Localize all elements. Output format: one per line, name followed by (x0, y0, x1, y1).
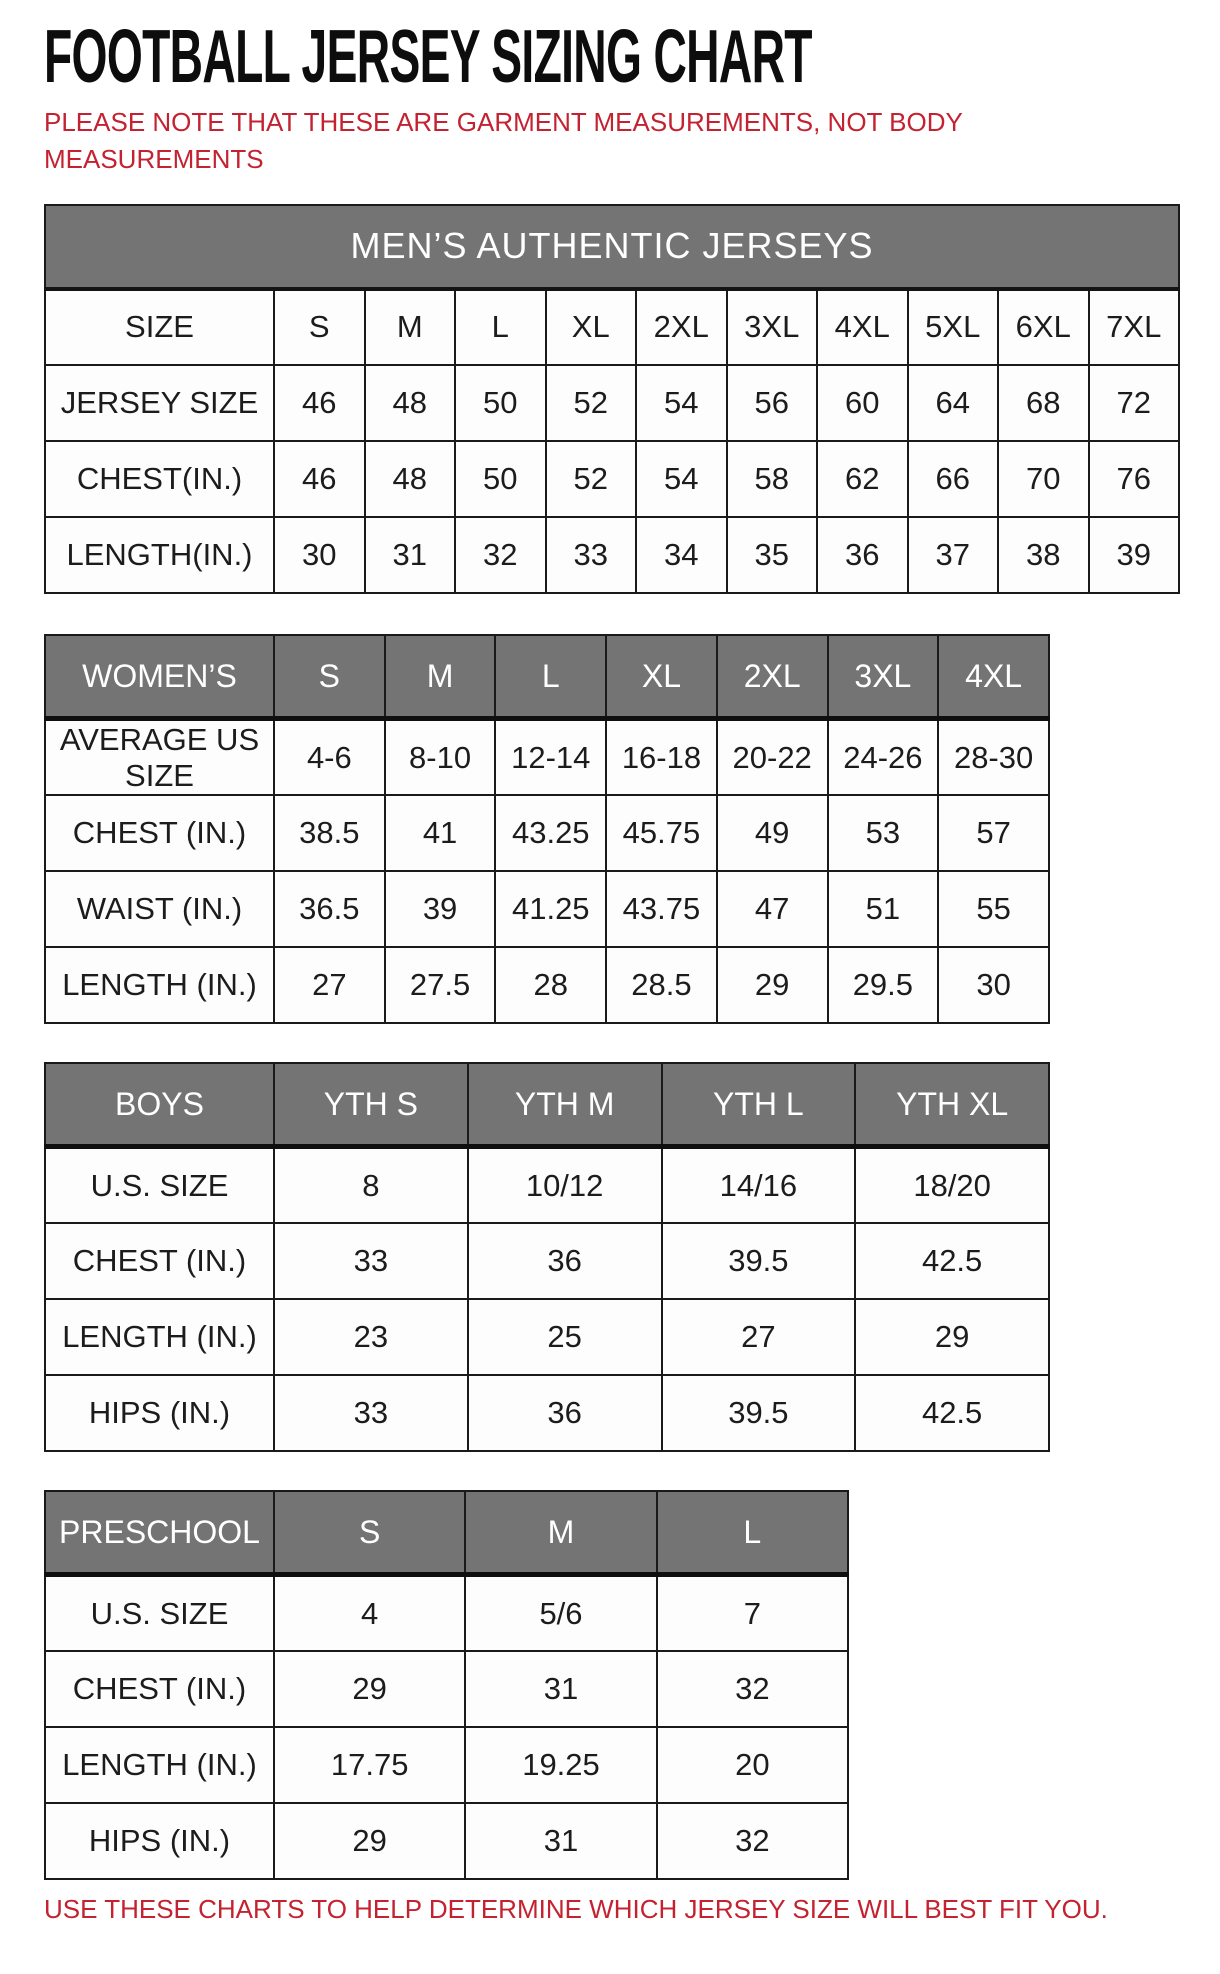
column-header: M (465, 1491, 656, 1575)
column-header: S (274, 1491, 465, 1575)
row-label: LENGTH (IN.) (45, 1727, 274, 1803)
data-cell: 31 (365, 517, 456, 593)
data-cell: 57 (938, 795, 1049, 871)
table-row-chest (45, 1223, 1049, 1299)
data-cell: 27 (662, 1299, 856, 1375)
data-cell: 43.75 (606, 871, 717, 947)
data-cell: 17.75 (274, 1727, 465, 1803)
boys-table (44, 1062, 1050, 1452)
data-cell: 4XL (817, 289, 908, 365)
table-row-average-us-size (45, 719, 1049, 795)
data-cell: 41 (385, 795, 496, 871)
table-row-hips (45, 1803, 848, 1879)
table-row-chest (45, 1651, 848, 1727)
data-cell: 39 (385, 871, 496, 947)
data-cell: 20 (657, 1727, 848, 1803)
table-corner-header: WOMEN’S (45, 635, 274, 719)
data-cell: XL (546, 289, 637, 365)
data-cell: 31 (465, 1651, 656, 1727)
fit-advice-note: USE THESE CHARTS TO HELP DETERMINE WHICH JERSEY SIZE WILL BEST FIT YOU. (44, 1893, 1108, 1924)
row-label: HIPS (IN.) (45, 1375, 274, 1451)
data-cell: 29 (274, 1803, 465, 1879)
preschool-header-row (45, 1491, 848, 1575)
data-cell: 42.5 (855, 1223, 1049, 1299)
data-cell: 64 (908, 365, 999, 441)
data-cell: 29 (717, 947, 828, 1023)
data-cell: 8-10 (385, 719, 496, 795)
data-cell: 7XL (1089, 289, 1180, 365)
data-cell: 10/12 (468, 1147, 662, 1223)
data-cell: 76 (1089, 441, 1180, 517)
column-header: L (657, 1491, 848, 1575)
data-cell: 33 (274, 1375, 468, 1451)
data-cell: 19.25 (465, 1727, 656, 1803)
data-cell: 36 (817, 517, 908, 593)
row-label: CHEST(IN.) (45, 441, 274, 517)
data-cell: 48 (365, 441, 456, 517)
womens-header-row (45, 635, 1049, 719)
data-cell: 54 (636, 441, 727, 517)
data-cell: 33 (546, 517, 637, 593)
table-row-jersey-size (45, 365, 1179, 441)
data-cell: 47 (717, 871, 828, 947)
data-cell: 28-30 (938, 719, 1049, 795)
table-row-waist (45, 871, 1049, 947)
data-cell: 37 (908, 517, 999, 593)
data-cell: S (274, 289, 365, 365)
row-label: JERSEY SIZE (45, 365, 274, 441)
data-cell: 62 (817, 441, 908, 517)
table-corner-header: BOYS (45, 1063, 274, 1147)
data-cell: 4-6 (274, 719, 385, 795)
column-header: 3XL (828, 635, 939, 719)
data-cell: 29 (855, 1299, 1049, 1375)
data-cell: 35 (727, 517, 818, 593)
row-label: LENGTH(IN.) (45, 517, 274, 593)
data-cell: 30 (274, 517, 365, 593)
row-label: CHEST (IN.) (45, 795, 274, 871)
column-header: XL (606, 635, 717, 719)
mens-banner-row (45, 205, 1179, 289)
row-label: CHEST (IN.) (45, 1651, 274, 1727)
row-label: CHEST (IN.) (45, 1223, 274, 1299)
column-header: YTH XL (855, 1063, 1049, 1147)
data-cell: 41.25 (495, 871, 606, 947)
table-corner-header: PRESCHOOL (45, 1491, 274, 1575)
data-cell: 51 (828, 871, 939, 947)
data-cell: 60 (817, 365, 908, 441)
data-cell: 50 (455, 441, 546, 517)
row-label: U.S. SIZE (45, 1147, 274, 1223)
table-row-length (45, 517, 1179, 593)
data-cell: 27 (274, 947, 385, 1023)
data-cell: 28.5 (606, 947, 717, 1023)
data-cell: 32 (657, 1803, 848, 1879)
data-cell: L (455, 289, 546, 365)
column-header: YTH L (662, 1063, 856, 1147)
data-cell: 36 (468, 1375, 662, 1451)
data-cell: 14/16 (662, 1147, 856, 1223)
table-row-us-size (45, 1575, 848, 1651)
data-cell: 39 (1089, 517, 1180, 593)
row-label: HIPS (IN.) (45, 1803, 274, 1879)
data-cell: M (365, 289, 456, 365)
data-cell: 32 (657, 1651, 848, 1727)
data-cell: 8 (274, 1147, 468, 1223)
row-label: AVERAGE US SIZE (45, 719, 274, 795)
page-title: FOOTBALL JERSEY SIZING CHART (44, 13, 812, 99)
data-cell: 3XL (727, 289, 818, 365)
data-cell: 29.5 (828, 947, 939, 1023)
garment-measurement-note: PLEASE NOTE THAT THESE ARE GARMENT MEASUREMENTS, NOT BODY MEASUREMENTS (44, 107, 963, 174)
column-header: L (495, 635, 606, 719)
row-label: LENGTH (IN.) (45, 947, 274, 1023)
data-cell: 4 (274, 1575, 465, 1651)
data-cell: 38.5 (274, 795, 385, 871)
data-cell: 54 (636, 365, 727, 441)
data-cell: 46 (274, 365, 365, 441)
mens-table-banner: MEN’S AUTHENTIC JERSEYS (45, 205, 1179, 289)
mens-authentic-jerseys-table (44, 204, 1180, 594)
data-cell: 42.5 (855, 1375, 1049, 1451)
data-cell: 25 (468, 1299, 662, 1375)
data-cell: 33 (274, 1223, 468, 1299)
data-cell: 24-26 (828, 719, 939, 795)
column-header: 2XL (717, 635, 828, 719)
column-header: S (274, 635, 385, 719)
data-cell: 72 (1089, 365, 1180, 441)
data-cell: 39.5 (662, 1375, 856, 1451)
column-header: YTH S (274, 1063, 468, 1147)
data-cell: 52 (546, 365, 637, 441)
data-cell: 18/20 (855, 1147, 1049, 1223)
column-header: M (385, 635, 496, 719)
boys-header-row (45, 1063, 1049, 1147)
data-cell: 23 (274, 1299, 468, 1375)
data-cell: 70 (998, 441, 1089, 517)
data-cell: 16-18 (606, 719, 717, 795)
data-cell: 50 (455, 365, 546, 441)
table-row-length (45, 1299, 1049, 1375)
row-label: SIZE (45, 289, 274, 365)
table-row-hips (45, 1375, 1049, 1451)
page-title-wrap (44, 13, 1190, 99)
womens-table (44, 634, 1050, 1024)
data-cell: 28 (495, 947, 606, 1023)
data-cell: 29 (274, 1651, 465, 1727)
row-label: WAIST (IN.) (45, 871, 274, 947)
data-cell: 2XL (636, 289, 727, 365)
data-cell: 30 (938, 947, 1049, 1023)
row-label: U.S. SIZE (45, 1575, 274, 1651)
row-label: LENGTH (IN.) (45, 1299, 274, 1375)
data-cell: 7 (657, 1575, 848, 1651)
data-cell: 52 (546, 441, 637, 517)
column-header: 4XL (938, 635, 1049, 719)
data-cell: 5XL (908, 289, 999, 365)
data-cell: 53 (828, 795, 939, 871)
data-cell: 5/6 (465, 1575, 656, 1651)
data-cell: 66 (908, 441, 999, 517)
data-cell: 56 (727, 365, 818, 441)
data-cell: 58 (727, 441, 818, 517)
table-row-length (45, 947, 1049, 1023)
table-row-chest (45, 441, 1179, 517)
data-cell: 38 (998, 517, 1089, 593)
data-cell: 68 (998, 365, 1089, 441)
data-cell: 49 (717, 795, 828, 871)
data-cell: 36.5 (274, 871, 385, 947)
data-cell: 55 (938, 871, 1049, 947)
data-cell: 32 (455, 517, 546, 593)
table-row-us-size (45, 1147, 1049, 1223)
preschool-table (44, 1490, 849, 1880)
table-row-size (45, 289, 1179, 365)
data-cell: 45.75 (606, 795, 717, 871)
data-cell: 36 (468, 1223, 662, 1299)
data-cell: 48 (365, 365, 456, 441)
table-row-chest (45, 795, 1049, 871)
data-cell: 12-14 (495, 719, 606, 795)
data-cell: 6XL (998, 289, 1089, 365)
data-cell: 39.5 (662, 1223, 856, 1299)
data-cell: 31 (465, 1803, 656, 1879)
data-cell: 27.5 (385, 947, 496, 1023)
data-cell: 43.25 (495, 795, 606, 871)
data-cell: 34 (636, 517, 727, 593)
data-cell: 20-22 (717, 719, 828, 795)
data-cell: 46 (274, 441, 365, 517)
column-header: YTH M (468, 1063, 662, 1147)
table-row-length (45, 1727, 848, 1803)
